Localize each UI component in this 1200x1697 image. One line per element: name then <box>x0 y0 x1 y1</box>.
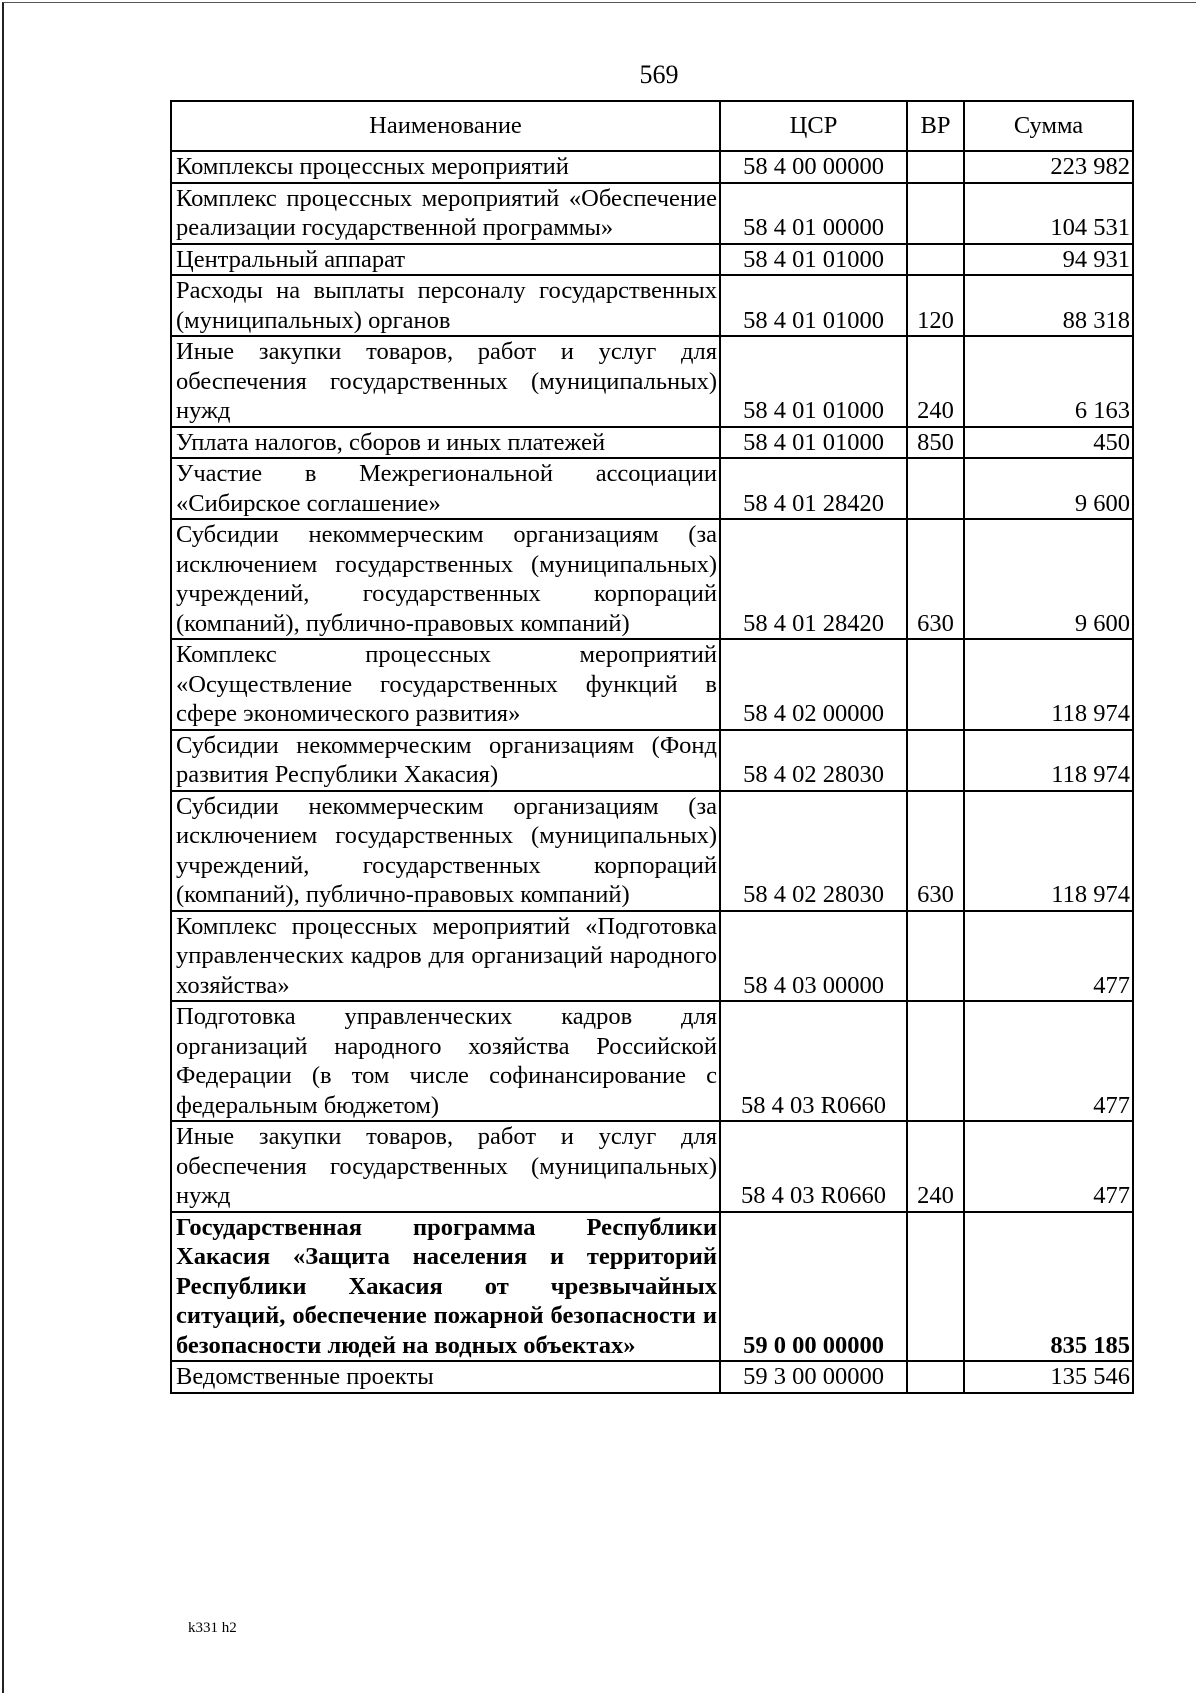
row-name: Субсидии некоммерческим организациям (Фонд развития Республики Хакасия) <box>171 730 720 791</box>
row-name: Уплата налогов, сборов и иных платежей <box>171 427 720 459</box>
row-vr: 850 <box>907 427 964 459</box>
row-sum: 477 <box>964 911 1133 1002</box>
row-csr: 59 3 00 00000 <box>720 1361 907 1393</box>
row-csr: 58 4 03 R0660 <box>720 1001 907 1121</box>
row-csr: 58 4 01 01000 <box>720 336 907 427</box>
row-sum: 118 974 <box>964 791 1133 911</box>
row-vr <box>907 911 964 1002</box>
row-vr: 630 <box>907 791 964 911</box>
row-name: Субсидии некоммерческим организациям (за исключением государственных (муниципальных) учреждений, государственных корпораций (компаний), публично-правовых компаний) <box>171 791 720 911</box>
row-name: Комплексы процессных мероприятий <box>171 151 720 183</box>
row-name: Центральный аппарат <box>171 244 720 276</box>
row-vr: 630 <box>907 519 964 639</box>
row-sum: 88 318 <box>964 275 1133 336</box>
row-vr <box>907 244 964 276</box>
table-row <box>171 275 1133 336</box>
row-vr <box>907 151 964 183</box>
table-row <box>171 639 1133 730</box>
row-csr: 58 4 01 01000 <box>720 244 907 276</box>
table-row <box>171 336 1133 427</box>
row-name: Государственная программа Республики Хакасия «Защита населения и территорий Республики Хакасия от чрезвычайных ситуаций, обеспечение пожарной безопасности и безопасности людей на водных объектах» <box>171 1212 720 1362</box>
row-name: Расходы на выплаты персоналу государственных (муниципальных) органов <box>171 275 720 336</box>
header-name: Наименование <box>171 101 720 151</box>
table-row <box>171 911 1133 1002</box>
row-vr <box>907 1212 964 1362</box>
row-sum: 9 600 <box>964 458 1133 519</box>
table-row <box>171 183 1133 244</box>
row-csr: 58 4 02 28030 <box>720 730 907 791</box>
table-row <box>171 1121 1133 1212</box>
row-sum: 118 974 <box>964 730 1133 791</box>
table-row <box>171 791 1133 911</box>
row-name: Иные закупки товаров, работ и услуг для обеспечения государственных (муниципальных) нужд <box>171 1121 720 1212</box>
row-name: Субсидии некоммерческим организациям (за исключением государственных (муниципальных) учреждений, государственных корпораций (компаний), публично-правовых компаний) <box>171 519 720 639</box>
row-sum: 9 600 <box>964 519 1133 639</box>
row-name: Участие в Межрегиональной ассоциации «Сибирское соглашение» <box>171 458 720 519</box>
row-csr: 59 0 00 00000 <box>720 1212 907 1362</box>
row-sum: 477 <box>964 1001 1133 1121</box>
page-number: 569 <box>639 60 679 89</box>
row-name: Иные закупки товаров, работ и услуг для обеспечения государственных (муниципальных) нужд <box>171 336 720 427</box>
table-body <box>171 151 1133 1393</box>
row-csr: 58 4 02 00000 <box>720 639 907 730</box>
row-sum: 135 546 <box>964 1361 1133 1393</box>
row-sum: 118 974 <box>964 639 1133 730</box>
header-vr: ВР <box>907 101 964 151</box>
row-vr <box>907 639 964 730</box>
row-sum: 223 982 <box>964 151 1133 183</box>
row-csr: 58 4 03 R0660 <box>720 1121 907 1212</box>
table-row <box>171 730 1133 791</box>
row-sum: 450 <box>964 427 1133 459</box>
row-sum: 94 931 <box>964 244 1133 276</box>
table-row <box>171 519 1133 639</box>
row-csr: 58 4 01 01000 <box>720 275 907 336</box>
row-csr: 58 4 02 28030 <box>720 791 907 911</box>
row-csr: 58 4 01 00000 <box>720 183 907 244</box>
row-vr: 240 <box>907 1121 964 1212</box>
row-csr: 58 4 01 28420 <box>720 519 907 639</box>
table-header-row <box>171 101 1133 151</box>
table-row <box>171 151 1133 183</box>
budget-table <box>170 100 1134 1394</box>
row-vr <box>907 730 964 791</box>
row-vr <box>907 183 964 244</box>
row-vr <box>907 1361 964 1393</box>
row-name: Подготовка управленческих кадров для организаций народного хозяйства Российской Федерации (в том числе софинансирование с федеральным бюджетом) <box>171 1001 720 1121</box>
footer-code: k331 h2 <box>188 1620 237 1636</box>
table-row <box>171 458 1133 519</box>
row-name: Комплекс процессных мероприятий «Подготовка управленческих кадров для организаций народного хозяйства» <box>171 911 720 1002</box>
row-csr: 58 4 01 28420 <box>720 458 907 519</box>
row-vr <box>907 458 964 519</box>
header-sum: Сумма <box>964 101 1133 151</box>
table-row <box>171 427 1133 459</box>
row-name: Комплекс процессных мероприятий «Обеспечение реализации государственной программы» <box>171 183 720 244</box>
row-sum: 6 163 <box>964 336 1133 427</box>
row-csr: 58 4 01 01000 <box>720 427 907 459</box>
row-sum: 104 531 <box>964 183 1133 244</box>
table-row <box>171 1212 1133 1362</box>
row-sum: 835 185 <box>964 1212 1133 1362</box>
row-csr: 58 4 00 00000 <box>720 151 907 183</box>
table-row <box>171 1001 1133 1121</box>
table-row <box>171 244 1133 276</box>
row-vr <box>907 1001 964 1121</box>
row-name: Ведомственные проекты <box>171 1361 720 1393</box>
row-csr: 58 4 03 00000 <box>720 911 907 1002</box>
header-csr: ЦСР <box>720 101 907 151</box>
row-sum: 477 <box>964 1121 1133 1212</box>
row-vr: 240 <box>907 336 964 427</box>
row-name: Комплекс процессных мероприятий «Осуществление государственных функций в сфере экономического развития» <box>171 639 720 730</box>
row-vr: 120 <box>907 275 964 336</box>
table-row <box>171 1361 1133 1393</box>
